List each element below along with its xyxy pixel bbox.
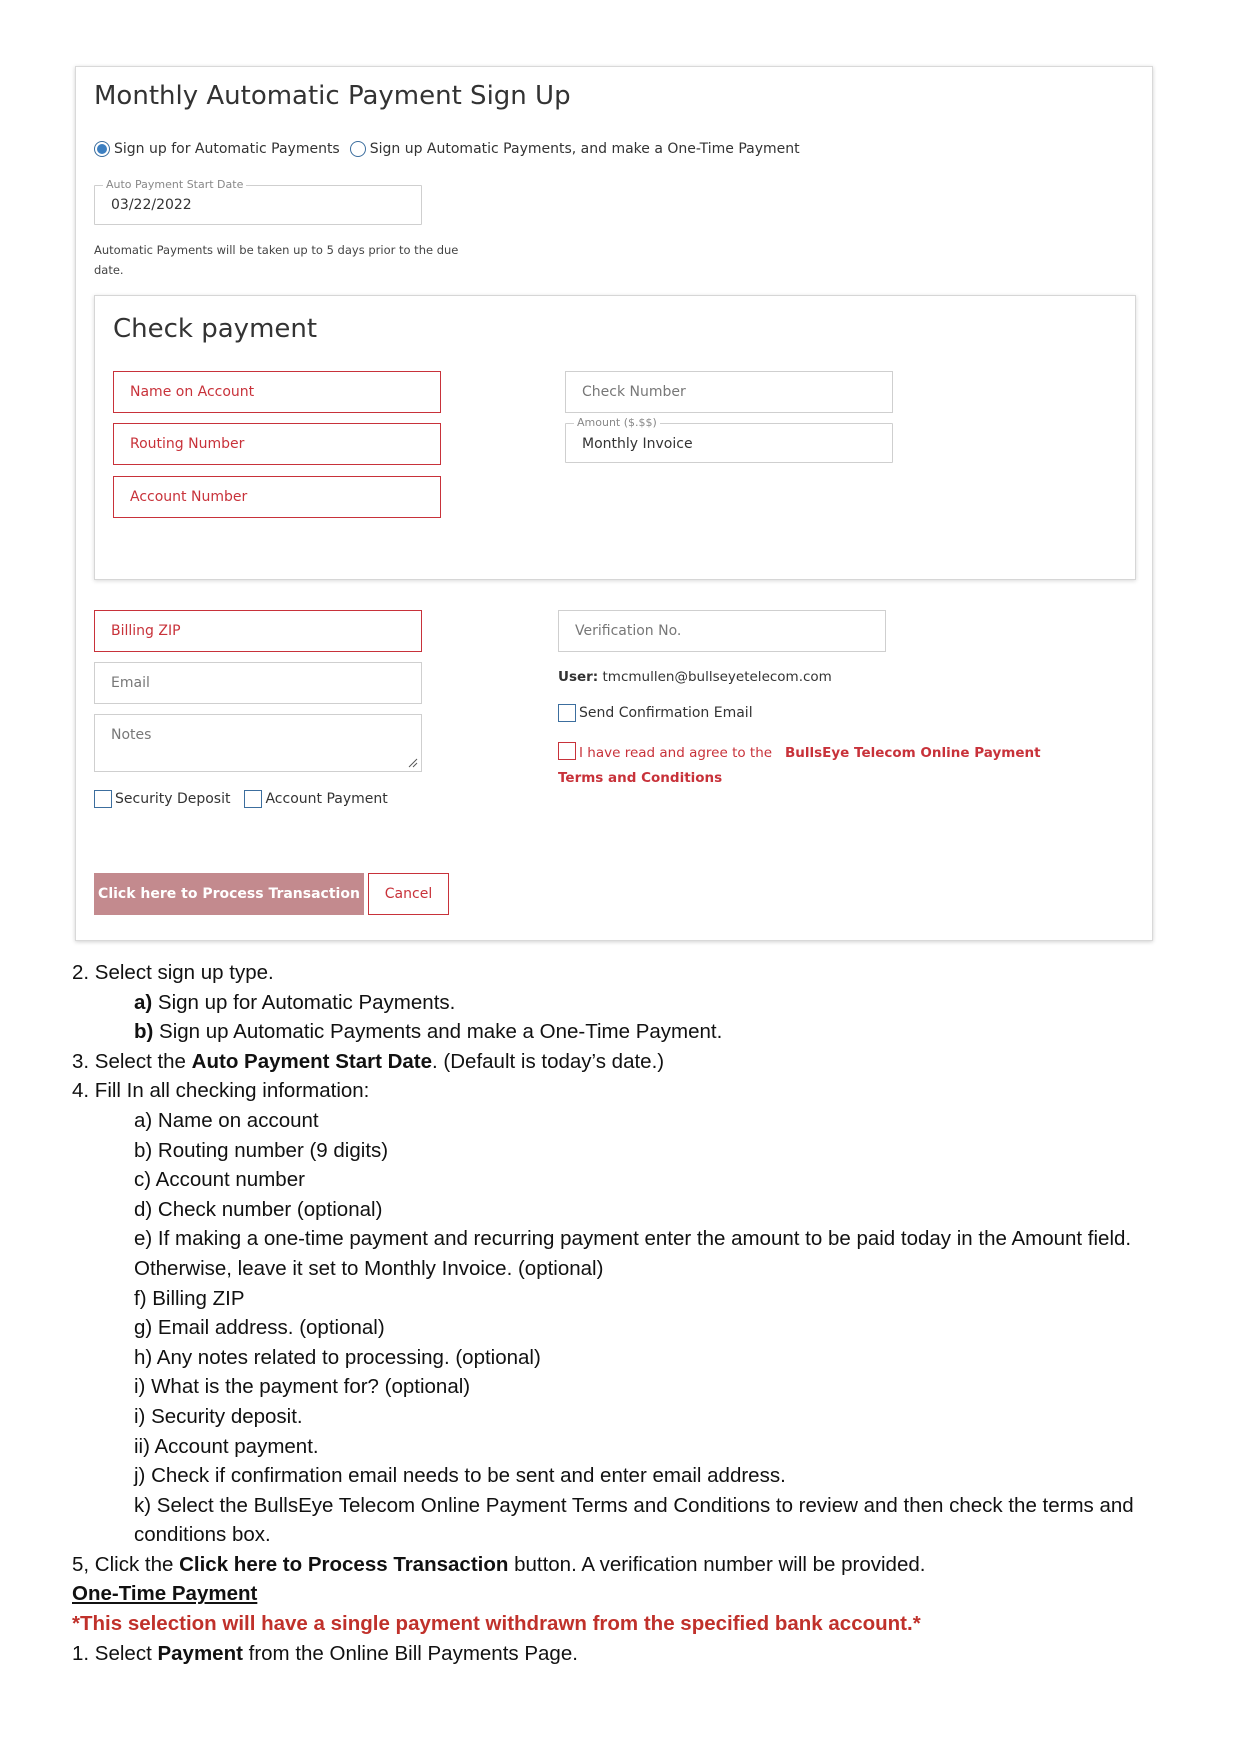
one-time-step-1: 1. Select Payment from the Online Bill Payments Page. xyxy=(72,1641,578,1665)
cancel-button[interactable]: Cancel xyxy=(368,873,449,915)
step-4-item: h) Any notes related to processing. (optional) xyxy=(134,1345,541,1369)
user-email: tmcmullen@bullseyetelecom.com xyxy=(602,669,832,685)
check-number-input[interactable]: Check Number xyxy=(565,371,893,413)
send-confirmation-label: Send Confirmation Email xyxy=(579,705,753,721)
step-4-item: g) Email address. (optional) xyxy=(134,1316,385,1340)
radio-label-auto-payments: Sign up for Automatic Payments xyxy=(114,141,340,157)
step-4-item: j) Check if confirmation email needs to be sent and enter email address. xyxy=(134,1464,786,1488)
check-payment-title: Check payment xyxy=(113,314,318,344)
step-4-item: e) If making a one-time payment and recurring payment enter the amount to be paid today in the Amount field. Otherwise, leave it set to Monthly Invoice. (optional) xyxy=(134,1227,1132,1280)
start-date-field[interactable] xyxy=(94,178,422,225)
radio-auto-payments[interactable] xyxy=(94,141,110,157)
user-line xyxy=(558,669,832,685)
user-label: User: xyxy=(558,669,599,685)
security-deposit-label: Security Deposit xyxy=(115,791,231,807)
notes-textarea[interactable] xyxy=(94,714,422,772)
account-number-input[interactable]: Account Number xyxy=(113,476,441,518)
signup-type-radio-group xyxy=(94,141,810,157)
radio-label-auto-and-one-time: Sign up Automatic Payments, and make a One-Time Payment xyxy=(369,141,800,157)
send-confirmation-row xyxy=(558,704,767,722)
step-4-item: i) Security deposit. xyxy=(134,1404,303,1428)
one-time-payment-heading: One-Time Payment xyxy=(72,1582,258,1606)
step-4-item: i) What is the payment for? (optional) xyxy=(134,1375,471,1399)
step-2b: b) Sign up Automatic Payments and make a One-Time Payment. xyxy=(134,1020,723,1044)
billing-zip-input[interactable]: Billing ZIP xyxy=(94,610,422,652)
step-5: 5, Click the Click here to Process Transaction button. A verification number will be provided. xyxy=(72,1552,926,1576)
process-transaction-button[interactable]: Click here to Process Transaction xyxy=(94,873,364,915)
step-4-item: f) Billing ZIP xyxy=(134,1286,245,1310)
radio-auto-and-one-time[interactable] xyxy=(350,141,366,157)
amount-value: Monthly Invoice xyxy=(582,436,693,452)
routing-number-input[interactable]: Routing Number xyxy=(113,423,441,465)
amount-field[interactable] xyxy=(565,416,893,463)
step-2: 2. Select sign up type. xyxy=(72,961,274,984)
step-3: 3. Select the Auto Payment Start Date. (Default is today’s date.) xyxy=(72,1049,665,1073)
terms-checkbox[interactable] xyxy=(558,742,576,760)
step-4-item: d) Check number (optional) xyxy=(134,1197,383,1221)
step-2a: a) Sign up for Automatic Payments. xyxy=(134,990,456,1014)
account-payment-label: Account Payment xyxy=(265,791,388,807)
step-4-item: k) Select the BullsEye Telecom Online Payment Terms and Conditions to review and then check the terms and conditions box. xyxy=(134,1493,1134,1547)
check-payment-section xyxy=(94,295,1136,580)
payment-signup-panel xyxy=(75,66,1153,941)
step-4-item: a) Name on account xyxy=(134,1108,319,1132)
amount-legend: Amount ($.$$) xyxy=(574,416,660,429)
account-payment-checkbox[interactable] xyxy=(244,790,262,808)
step-4-item: ii) Account payment. xyxy=(134,1434,319,1458)
resize-grip-icon[interactable] xyxy=(408,758,418,768)
one-time-payment-note: *This selection will have a single payment withdrawn from the specified bank account.* xyxy=(72,1612,921,1636)
name-on-account-input[interactable]: Name on Account xyxy=(113,371,441,413)
start-date-legend: Auto Payment Start Date xyxy=(103,178,246,191)
email-input[interactable]: Email xyxy=(94,662,422,704)
payment-purpose-group xyxy=(94,790,402,808)
terms-link[interactable]: BullsEye Telecom Online Payment Terms and Conditions xyxy=(558,745,1041,786)
instructions xyxy=(72,958,1182,1668)
notes-placeholder: Notes xyxy=(111,727,152,743)
start-date-value: 03/22/2022 xyxy=(111,197,192,213)
page-title: Monthly Automatic Payment Sign Up xyxy=(94,81,571,111)
terms-row xyxy=(558,741,1058,791)
step-4: 4. Fill In all checking information: xyxy=(72,1079,370,1103)
security-deposit-checkbox[interactable] xyxy=(94,790,112,808)
send-confirmation-checkbox[interactable] xyxy=(558,704,576,722)
start-date-helper-text: Automatic Payments will be taken up to 5 days prior to the due date. xyxy=(94,243,459,277)
step-4-item: c) Account number xyxy=(134,1168,305,1192)
step-4-item: b) Routing number (9 digits) xyxy=(134,1138,389,1162)
verification-number-input[interactable]: Verification No. xyxy=(558,610,886,652)
terms-prefix: I have read and agree to the xyxy=(579,745,773,761)
